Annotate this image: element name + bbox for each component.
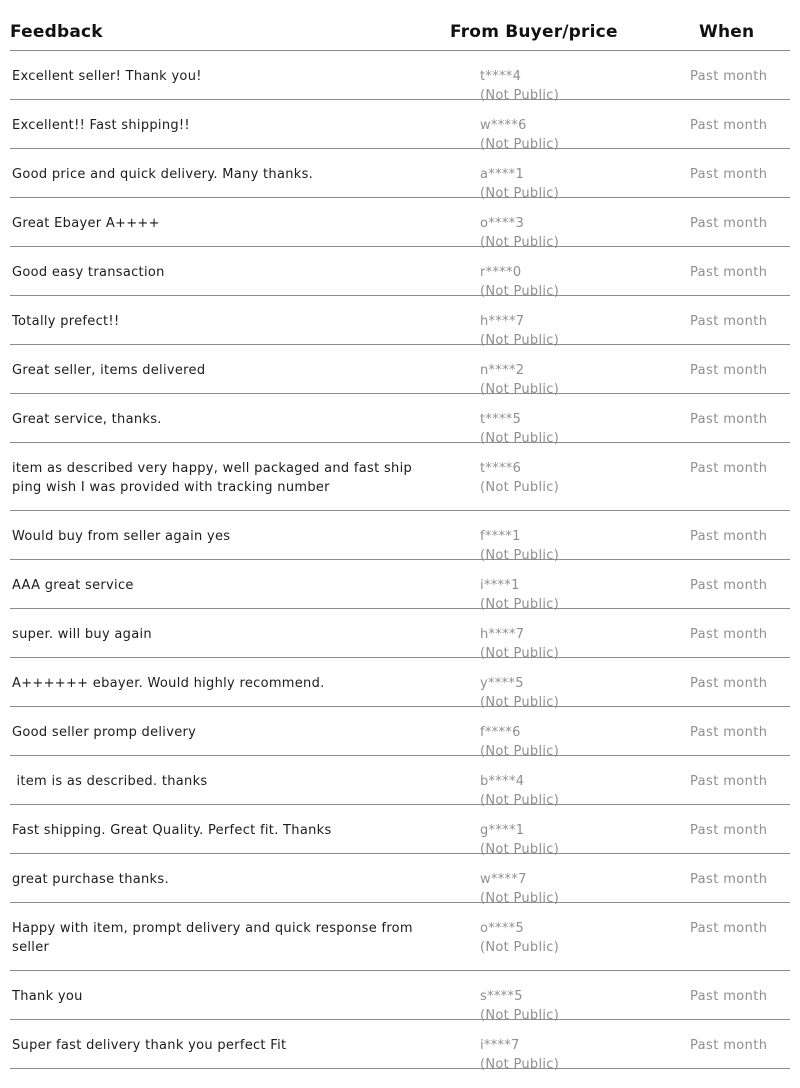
feedback-comment: Would buy from seller again yes <box>12 529 231 544</box>
buyer-visibility: (Not Public) <box>480 284 560 299</box>
feedback-when: Past month <box>690 412 768 427</box>
feedback-comment: Good easy transaction <box>12 265 165 280</box>
feedback-when: Past month <box>690 872 768 887</box>
table-row <box>10 971 790 1023</box>
feedback-comment: Good seller promp delivery <box>12 725 197 740</box>
feedback-comment: great purchase thanks. <box>12 872 169 887</box>
feedback-when: Past month <box>690 774 768 789</box>
buyer-visibility: (Not Public) <box>480 235 560 250</box>
feedback-comment: Great Ebayer A++++ <box>12 216 160 231</box>
feedback-comment: item is as described. thanks <box>12 774 208 789</box>
buyer-id: n****2 <box>480 363 525 378</box>
feedback-when: Past month <box>690 461 768 476</box>
feedback-when: Past month <box>690 627 768 642</box>
buyer-cell <box>480 459 559 497</box>
table-row <box>10 560 790 612</box>
feedback-when: Past month <box>690 167 768 182</box>
header-feedback: Feedback <box>10 22 103 42</box>
buyer-id: w****7 <box>480 872 527 887</box>
feedback-when: Past month <box>690 69 768 84</box>
feedback-when: Past month <box>690 265 768 280</box>
table-row <box>10 609 790 661</box>
table-row <box>10 296 790 348</box>
buyer-id: o****3 <box>480 216 525 231</box>
buyer-visibility: (Not Public) <box>480 333 560 348</box>
feedback-comment: Excellent!! Fast shipping!! <box>12 118 190 133</box>
feedback-comment: AAA great service <box>12 578 134 593</box>
table-row <box>10 511 790 563</box>
feedback-when: Past month <box>690 921 768 936</box>
feedback-comment: Totally prefect!! <box>12 314 120 329</box>
table-row <box>10 443 790 511</box>
table-row <box>10 903 790 971</box>
table-header <box>10 0 790 51</box>
table-row <box>10 707 790 759</box>
feedback-comment: Thank you <box>12 989 83 1004</box>
feedback-comment: Great seller, items delivered <box>12 363 206 378</box>
table-row <box>10 100 790 152</box>
buyer-id: b****4 <box>480 774 525 789</box>
buyer-id: r****0 <box>480 265 522 280</box>
header-from-buyer-price: From Buyer/price <box>450 22 618 42</box>
feedback-table <box>10 0 790 1072</box>
buyer-visibility: (Not Public) <box>480 891 560 906</box>
feedback-comment: A++++++ ebayer. Would highly recommend. <box>12 676 325 691</box>
feedback-comment: super. will buy again <box>12 627 152 642</box>
buyer-id: y****5 <box>480 676 524 691</box>
table-row <box>10 51 790 103</box>
feedback-when: Past month <box>690 989 768 1004</box>
feedback-when: Past month <box>690 314 768 329</box>
header-when: When <box>699 22 755 42</box>
buyer-visibility: (Not Public) <box>480 382 560 397</box>
feedback-when: Past month <box>690 529 768 544</box>
table-row <box>10 805 790 857</box>
table-row <box>10 1020 790 1072</box>
buyer-visibility: (Not Public) <box>480 431 560 446</box>
buyer-visibility: (Not Public) <box>480 695 560 710</box>
buyer-visibility: (Not Public) <box>480 88 560 103</box>
feedback-when: Past month <box>690 216 768 231</box>
feedback-when: Past month <box>690 1038 768 1053</box>
buyer-visibility: (Not Public) <box>480 1057 560 1072</box>
feedback-when: Past month <box>690 363 768 378</box>
buyer-visibility: (Not Public) <box>480 137 560 152</box>
buyer-id: i****1 <box>480 578 520 593</box>
feedback-comment: Excellent seller! Thank you! <box>12 69 202 84</box>
buyer-id: t****5 <box>480 412 522 427</box>
feedback-comment: Fast shipping. Great Quality. Perfect fit. Thanks <box>12 823 332 838</box>
buyer-id: s****5 <box>480 989 523 1004</box>
buyer-visibility: (Not Public) <box>480 1008 560 1023</box>
buyer-visibility: (Not Public) <box>480 793 560 808</box>
table-row <box>10 247 790 299</box>
feedback-when: Past month <box>690 725 768 740</box>
table-row <box>10 658 790 710</box>
buyer-id: a****1 <box>480 167 525 182</box>
table-row <box>10 854 790 906</box>
buyer-visibility: (Not Public) <box>480 480 560 495</box>
feedback-when: Past month <box>690 578 768 593</box>
buyer-visibility: (Not Public) <box>480 744 560 759</box>
buyer-cell <box>480 1036 559 1074</box>
buyer-id: t****6 <box>480 461 522 476</box>
feedback-when: Past month <box>690 118 768 133</box>
feedback-when: Past month <box>690 676 768 691</box>
buyer-id: f****6 <box>480 725 521 740</box>
buyer-id: t****4 <box>480 69 522 84</box>
table-row <box>10 345 790 397</box>
buyer-id: w****6 <box>480 118 527 133</box>
buyer-visibility: (Not Public) <box>480 597 560 612</box>
buyer-id: f****1 <box>480 529 521 544</box>
buyer-cell <box>480 919 559 957</box>
buyer-visibility: (Not Public) <box>480 548 560 563</box>
buyer-id: o****5 <box>480 921 525 936</box>
buyer-visibility: (Not Public) <box>480 186 560 201</box>
buyer-id: h****7 <box>480 314 525 329</box>
buyer-visibility: (Not Public) <box>480 940 560 955</box>
buyer-visibility: (Not Public) <box>480 842 560 857</box>
table-row <box>10 198 790 250</box>
table-row <box>10 756 790 808</box>
table-row <box>10 394 790 446</box>
buyer-id: h****7 <box>480 627 525 642</box>
buyer-visibility: (Not Public) <box>480 646 560 661</box>
table-row <box>10 149 790 201</box>
feedback-comment: Great service, thanks. <box>12 412 162 427</box>
feedback-comment: item as described very happy, well packaged and fast ship ping wish I was provided with tracking number <box>12 461 413 495</box>
feedback-comment: Super fast delivery thank you perfect Fit <box>12 1038 287 1053</box>
feedback-when: Past month <box>690 823 768 838</box>
buyer-id: g****1 <box>480 823 525 838</box>
feedback-comment: Good price and quick delivery. Many thanks. <box>12 167 314 182</box>
feedback-comment: Happy with item, prompt delivery and quick response from seller <box>12 921 413 955</box>
buyer-id: i****7 <box>480 1038 520 1053</box>
